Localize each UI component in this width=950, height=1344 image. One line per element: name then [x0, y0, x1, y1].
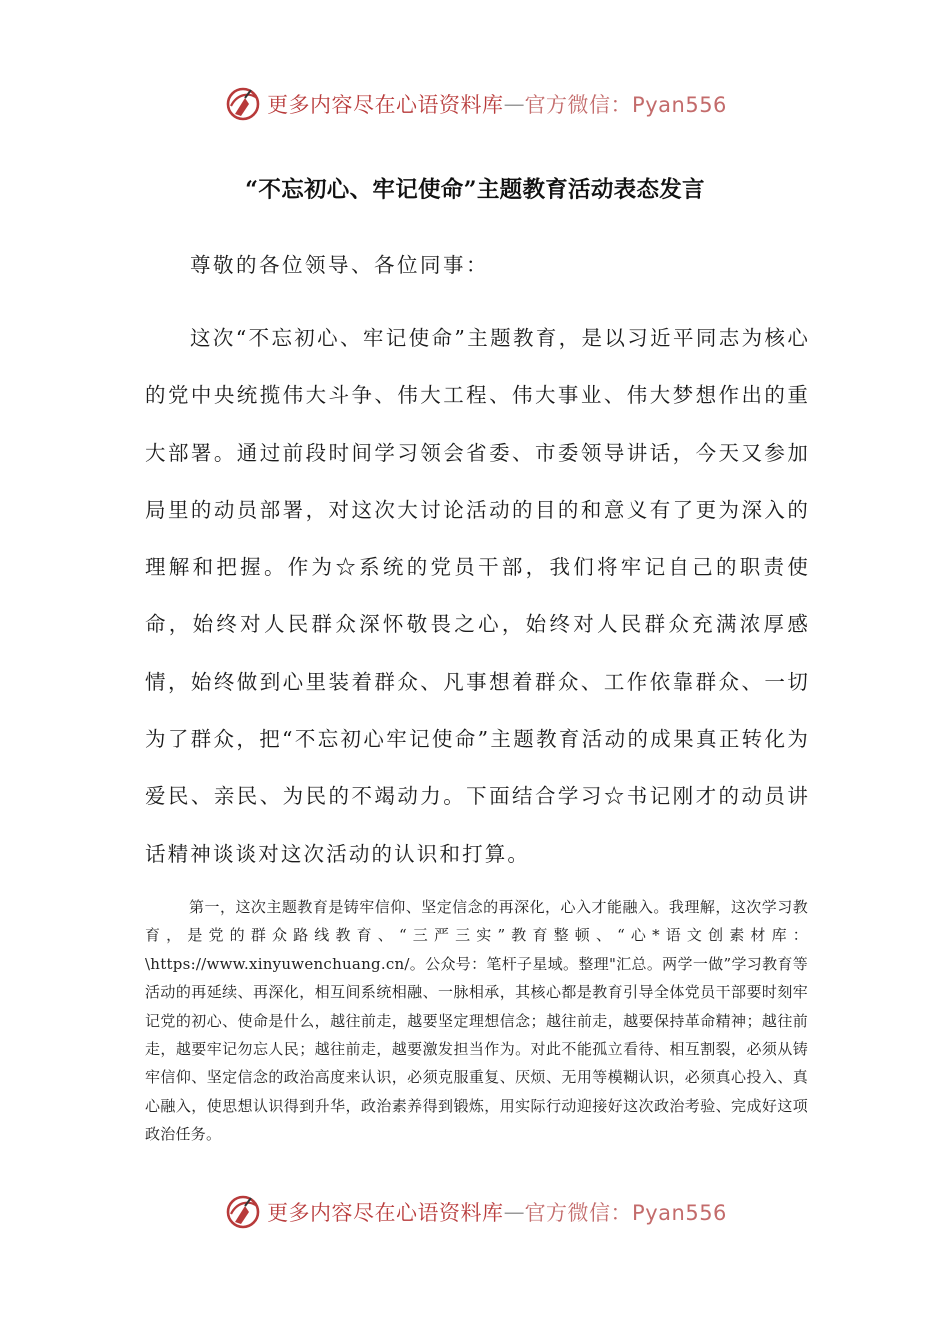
- footer-banner: [0, 1190, 950, 1234]
- body-paragraph-2: 第一，这次主题教育是铸牢信仰、坚定信念的再深化，心入才能融入。我理解，这次学习教育，是党的群众路线教育、“三严三实”教育整顿、“心*语文创素材库：\https://www.xinyuwenchuang.cn/。公众号：笔杆子星域。整理"汇总。两学一做”学习教育等活动的再延续、再深化，相互间系统相融、一脉相承，其核心都是教育引导全体党员干部要时刻牢记党的初心、使命是什么，越往前走，越要坚定理想信念；越往前走，越要保持革命精神；越往前走，越要牢记勿忘人民；越往前走，越要激发担当作为。对此不能孤立看待、相互割裂，必须从铸牢信仰、坚定信念的政治高度来认识，必须克服重复、厌烦、无用等模糊认识，必须真心投入、真心融入，使思想认识得到升华，政治素养得到锻炼，用实际行动迎接好这次政治考验、完成好这项政治任务。: [145, 898, 808, 1144]
- banner-title: 更多内容尽在心语资料库: [267, 93, 504, 117]
- header-banner: [0, 82, 950, 126]
- banner-contact: 官方微信：Pyan556: [524, 1201, 727, 1225]
- brand-logo-icon: [223, 84, 263, 124]
- banner-contact: 官方微信：Pyan556: [524, 93, 727, 117]
- banner-separator: —: [503, 92, 525, 116]
- banner-title: 更多内容尽在心语资料库: [267, 1201, 504, 1225]
- body-paragraph-1: 这次“不忘初心、牢记使命”主题教育，是以习近平同志为核心的党中央统揽伟大斗争、伟大工程、伟大事业、伟大梦想作出的重大部署。通过前段时间学习领会省委、市委领导讲话，今天又参加局里的动员部署，对这次大讨论活动的目的和意义有了更为深入的理解和把握。作为☆系统的党员干部，我们将牢记自己的职责使命，始终对人民群众深怀敬畏之心，始终对人民群众充满浓厚感情，始终做到心里装着群众、凡事想着群众、工作依靠群众、一切为了群众，把“不忘初心牢记使命”主题教育活动的成果真正转化为爱民、亲民、为民的不竭动力。下面结合学习☆书记刚才的动员讲话精神谈谈对这次活动的认识和打算。: [145, 326, 810, 866]
- brand-logo-icon: [223, 1192, 263, 1232]
- document-title: “不忘初心、牢记使命”主题教育活动表态发言: [245, 177, 705, 203]
- salutation: 尊敬的各位领导、各位同事：: [190, 253, 489, 277]
- banner-separator: —: [503, 1200, 525, 1224]
